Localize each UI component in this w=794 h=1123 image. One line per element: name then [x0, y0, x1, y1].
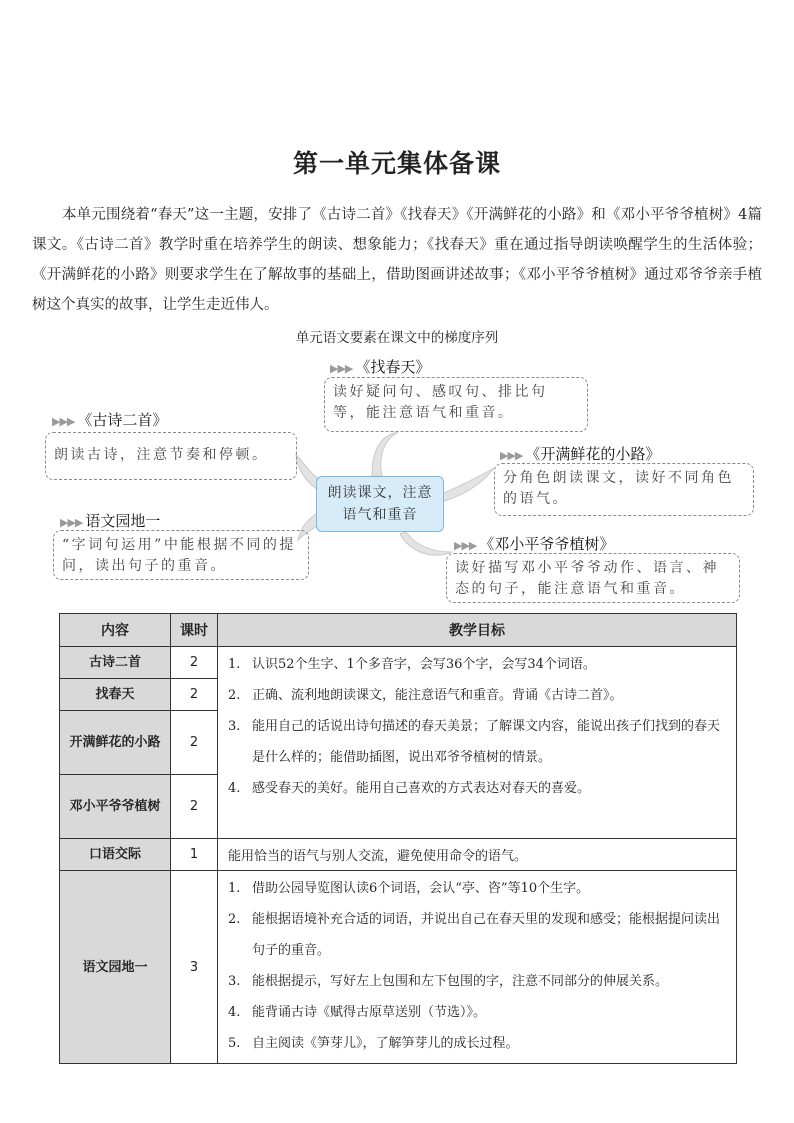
teaching-plan-table: [59, 613, 737, 1064]
table-header-row: [60, 614, 737, 647]
header-hours: 课时: [171, 614, 218, 647]
row-hours: 2: [171, 775, 218, 839]
goal-item: [228, 680, 728, 711]
goal-number: 2.: [228, 688, 241, 703]
goal-text: 认识52个生字、1个多音字，会写36个字，会写34个词语。: [252, 657, 596, 672]
arrow-icon: ▶▶▶: [500, 449, 523, 462]
mindmap-center: 朗读课文，注意语气和重音: [316, 476, 444, 532]
goal-text: 能根据语境补充合适的词语，并说出自己在春天里的发现和感受；能根据提问读出句子的重音。: [252, 912, 721, 958]
goals-cell-group1: [218, 647, 737, 839]
arrow-icon: ▶▶▶: [454, 539, 477, 552]
node-title-text: 《找春天》: [355, 358, 431, 376]
goals-list: [228, 873, 728, 1059]
node-box-deng: 读好描写邓小平爷爷动作、语言、神态的句子，能注意语气和重音。: [446, 553, 740, 603]
row-name: 开满鲜花的小路: [60, 711, 171, 775]
node-title-yuandi: [60, 510, 160, 531]
row-name: 语文园地一: [60, 871, 171, 1064]
arrow-icon: ▶▶▶: [52, 415, 75, 428]
goal-number: 1.: [228, 657, 241, 672]
header-goals: 教学目标: [218, 614, 737, 647]
arrow-icon: ▶▶▶: [330, 362, 353, 375]
goal-number: 4.: [228, 1005, 241, 1020]
row-name: 口语交际: [60, 839, 171, 871]
node-title-gushi: [52, 409, 167, 430]
row-name: 邓小平爷爷植树: [60, 775, 171, 839]
node-title-text: 《古诗二首》: [77, 411, 168, 429]
goal-number: 5.: [228, 1036, 241, 1051]
node-box-zhaochuntian: 读好疑问句、感叹句、排比句等，能注意语气和重音。: [324, 377, 588, 432]
node-box-yuandi: “字词句运用”中能根据不同的提问，读出句子的重音。: [53, 530, 309, 580]
goal-text: 能背诵古诗《赋得古原草送别（节选）》。: [252, 1005, 487, 1020]
goal-item: [228, 873, 728, 904]
row-hours: 2: [171, 647, 218, 679]
goal-number: 3.: [228, 719, 241, 734]
goal-number: 2.: [228, 912, 241, 927]
goal-item: [228, 1028, 728, 1059]
node-box-gushi: 朗读古诗，注意节奏和停顿。: [45, 432, 297, 480]
row-hours: 1: [171, 839, 218, 871]
intro-paragraph: 本单元围绕着“春天”这一主题，安排了《古诗二首》《找春天》《开满鲜花的小路》和《邓小平爷爷植树》4篇课文。《古诗二首》教学时重在培养学生的朗读、想象能力；《找春天》重在通过指导朗读唤醒学生的生活体验；《开满鲜花的小路》则要求学生在了解故事的基础上，借助图画讲述故事；《邓小平爷爷植树》通过邓爷爷亲手植树这个真实的故事，让学生走近伟人。: [32, 207, 762, 313]
goal-text: 能用自己的话说出诗句描述的春天美景；了解课文内容，能说出孩子们找到的春天是什么样的；能借助插图，说出邓爷爷植树的情景。: [252, 719, 721, 765]
goals-list: [228, 649, 728, 804]
node-title-zhaochuntian: [330, 356, 430, 377]
row-name: 找春天: [60, 679, 171, 711]
goal-text: 正确、流利地朗读课文，能注意语气和重音。背诵《古诗二首》。: [252, 688, 623, 703]
row-hours: 2: [171, 679, 218, 711]
goal-text: 感受春天的美好。能用自己喜欢的方式表达对春天的喜爱。: [252, 781, 591, 796]
goal-text: 能根据提示，写好左上包围和左下包围的字，注意不同部分的伸展关系。: [252, 974, 669, 989]
goal-number: 4.: [228, 781, 241, 796]
node-title-kaiman: [500, 443, 660, 464]
node-title-deng: [454, 533, 614, 554]
goal-number: 1.: [228, 881, 241, 896]
node-title-text: 《开满鲜花的小路》: [525, 445, 661, 463]
goals-cell-yuandi: [218, 871, 737, 1064]
node-title-text: 《邓小平爷爷植树》: [479, 535, 615, 553]
goal-text: 借助公园导览图认读6个词语，会认“亭、咨”等10个生字。: [252, 881, 590, 896]
goal-item: [228, 649, 728, 680]
row-name: 古诗二首: [60, 647, 171, 679]
goal-item: [228, 773, 728, 804]
goal-number: 3.: [228, 974, 241, 989]
goal-item: [228, 966, 728, 997]
mindmap-caption: 单元语文要素在课文中的梯度序列: [295, 330, 499, 346]
arrow-icon: ▶▶▶: [60, 516, 83, 529]
goal-text: 自主阅读《笋芽儿》，了解笋芽儿的成长过程。: [252, 1036, 519, 1051]
node-box-kaiman: 分角色朗读课文，读好不同角色的语气。: [494, 463, 754, 516]
node-title-text: 语文园地一: [85, 512, 161, 530]
table-row: [60, 647, 737, 679]
table-row: [60, 871, 737, 1064]
goal-item: [228, 711, 728, 773]
row-hours: 3: [171, 871, 218, 1064]
page-title: 第一单元集体备课: [292, 149, 501, 178]
goal-oral: 能用恰当的语气与别人交流，避免使用命令的语气。: [218, 839, 737, 871]
goal-item: [228, 904, 728, 966]
header-content: 内容: [60, 614, 171, 647]
goal-item: [228, 997, 728, 1028]
table-row: [60, 839, 737, 871]
row-hours: 2: [171, 711, 218, 775]
